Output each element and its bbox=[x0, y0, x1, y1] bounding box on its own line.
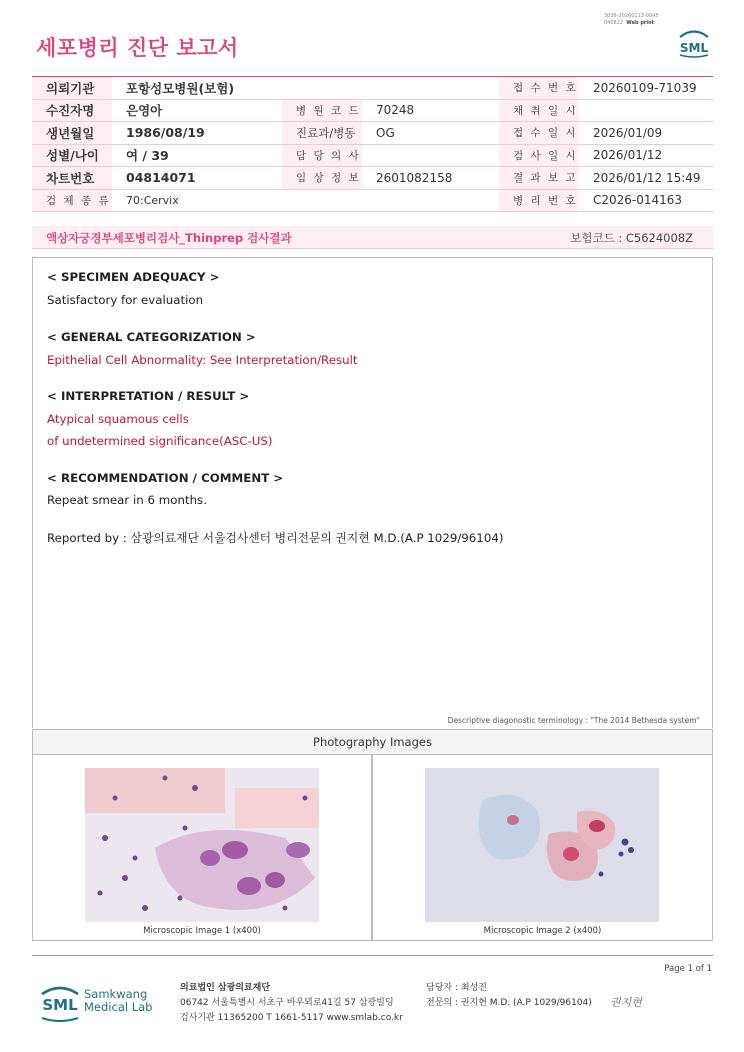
label-physician: 담 당 의 사 bbox=[282, 144, 362, 167]
specimen-adequacy-text: Satisfactory for evaluation bbox=[47, 293, 204, 307]
table-row bbox=[32, 99, 713, 122]
value-chart-number: 04814071 bbox=[112, 167, 282, 190]
svg-text:SML: SML bbox=[679, 41, 709, 55]
sml-footer-logo-icon bbox=[36, 980, 84, 1024]
footer-divider bbox=[32, 955, 713, 956]
recommendation-heading: < RECOMMENDATION / COMMENT > bbox=[47, 471, 284, 485]
value-department: OG bbox=[362, 122, 499, 145]
general-categorization-text: Epithelial Cell Abnormality: See Interpretation/Result bbox=[47, 353, 358, 367]
microscopic-image-2 bbox=[425, 768, 659, 922]
interpretation-heading: < INTERPRETATION / RESULT > bbox=[47, 389, 250, 403]
sml-logo-icon bbox=[676, 28, 712, 58]
value-pathology-number: C2026-014163 bbox=[579, 189, 713, 212]
microscopic-image-1 bbox=[85, 768, 319, 922]
general-categorization-heading: < GENERAL CATEGORIZATION > bbox=[47, 330, 256, 344]
label-exam-date: 검 사 일 시 bbox=[499, 144, 579, 167]
table-row bbox=[32, 122, 713, 145]
value-specimen-type: 70:Cervix bbox=[112, 189, 499, 212]
value-receipt-date: 2026/01/09 bbox=[579, 122, 713, 145]
svg-text:SML: SML bbox=[42, 996, 78, 1014]
value-receipt-number: 20260109-71039 bbox=[579, 77, 713, 100]
samkwang-logo bbox=[36, 980, 156, 1024]
value-exam-date: 2026/01/12 bbox=[579, 144, 713, 167]
reported-by: Reported by : 삼광의료재단 서울검사센터 병리전문의 권지현 M.D.(A.P 1029/96104) bbox=[47, 531, 504, 545]
terminology-note: Descriptive diagonostic terminology : "The 2014 Bethesda system" bbox=[447, 716, 700, 725]
interpretation-line-2: of undetermined significance(ASC-US) bbox=[47, 434, 273, 448]
specimen-adequacy-heading: < SPECIMEN ADEQUACY > bbox=[47, 270, 220, 284]
value-clinical-info: 2601082158 bbox=[362, 167, 499, 190]
value-requesting-institution: 포항성모병원(보험) bbox=[112, 77, 499, 100]
table-row bbox=[32, 167, 713, 190]
label-pathology-number: 병 리 번 호 bbox=[499, 189, 579, 212]
photo-section-header: Photography Images bbox=[32, 729, 713, 755]
value-sex-age: 여 / 39 bbox=[112, 144, 282, 167]
interpretation-line-1: Atypical squamous cells bbox=[47, 412, 189, 426]
patient-info-table bbox=[32, 76, 713, 212]
image-2-caption: Microscopic Image 2 (x400) bbox=[483, 926, 602, 936]
image-1-caption: Microscopic Image 1 (x400) bbox=[143, 926, 261, 936]
label-patient-name: 수진자명 bbox=[32, 99, 112, 122]
table-row bbox=[32, 189, 713, 212]
insurance-code: 보험코드 : C5624008Z bbox=[570, 231, 693, 245]
value-hospital-code: 70248 bbox=[362, 99, 499, 122]
signature: 권지현 bbox=[610, 996, 642, 1009]
page-title: 세포병리 진단 보고서 bbox=[36, 36, 239, 60]
table-row bbox=[32, 77, 713, 100]
organization-info: 의료법인 삼광의료재단 06742 서울특별시 서초구 바우뫼로41길 57 삼광빌딩 검사기관 11365200 T 1661-5117 www.smlab.co.kr bbox=[180, 983, 403, 1023]
table-row bbox=[32, 144, 713, 167]
label-clinical-info: 임 상 정 보 bbox=[282, 167, 362, 190]
page-indicator: Page 1 of 1 bbox=[664, 964, 712, 974]
brand-name: Samkwang Medical Lab bbox=[84, 987, 153, 1014]
exam-title-band bbox=[32, 226, 713, 249]
label-hospital-code: 병 원 코 드 bbox=[282, 99, 362, 122]
recommendation-text: Repeat smear in 6 months. bbox=[47, 493, 207, 507]
value-result-report: 2026/01/12 15:49 bbox=[579, 167, 713, 190]
photo-panel-2 bbox=[372, 754, 713, 941]
document-id: 3036-20260113-0845 040822 Web print bbox=[604, 13, 659, 26]
label-chart-number: 차트번호 bbox=[32, 167, 112, 190]
label-receipt-date: 접 수 일 시 bbox=[499, 122, 579, 145]
label-birth-date: 생년월일 bbox=[32, 122, 112, 145]
label-receipt-number: 접 수 번 호 bbox=[499, 77, 579, 100]
value-patient-name: 은영아 bbox=[112, 99, 282, 122]
label-requesting-institution: 의뢰기관 bbox=[32, 77, 112, 100]
exam-name: 액상자궁경부세포병리검사_Thinprep 검사결과 bbox=[46, 231, 292, 245]
value-birth-date: 1986/08/19 bbox=[112, 122, 282, 145]
value-collection-date bbox=[579, 99, 713, 122]
label-department: 진료과/병동 bbox=[282, 122, 362, 145]
staff-info: 담당자 : 최성진 전문의 : 권지현 M.D. (A.P 1029/96104) bbox=[426, 983, 592, 1008]
photo-panel-1 bbox=[32, 754, 372, 941]
label-specimen-type: 검 체 종 류 bbox=[32, 189, 112, 212]
label-sex-age: 성별/나이 bbox=[32, 144, 112, 167]
label-result-report: 결 과 보 고 bbox=[499, 167, 579, 190]
value-physician bbox=[362, 144, 499, 167]
report-body bbox=[32, 257, 713, 728]
label-collection-date: 채 취 일 시 bbox=[499, 99, 579, 122]
